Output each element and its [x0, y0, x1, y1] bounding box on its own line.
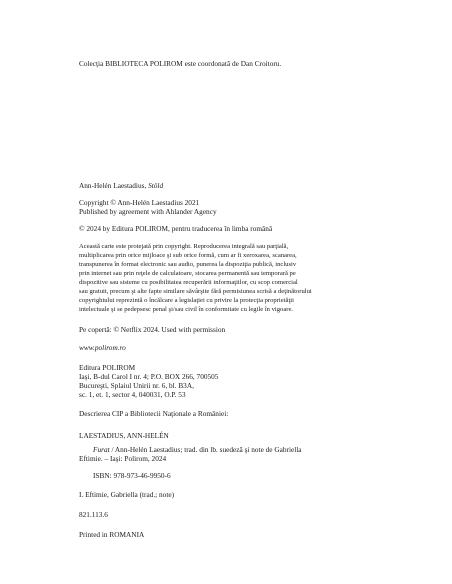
notice-line: Această carte este protejată prin copyright. Reproducerea integrală sau parţială, [79, 243, 289, 250]
publisher-address: sc. 1, et. 1, sector 4, 040031, O.P. 53 [79, 390, 186, 399]
notice-line: multiplicarea prin orice mijloace şi sub orice formă, cum ar fi xeroxarea, scanarea, [79, 252, 297, 259]
cip-desc-continued: Eftimie. – Iaşi: Polirom, 2024 [79, 454, 167, 463]
series-note: Colecţia BIBLIOTECA POLIROM este coordonată de Dan Croitoru. [79, 59, 282, 68]
original-title: Stöld [148, 181, 164, 190]
notice-line: intelectuale şi se pedepsesc penal şi/sau civil în conformitate cu legile în vigoare. [79, 306, 294, 313]
notice-line: copyrightului reprezintă o încălcare a legislaţiei cu privire la protecţia proprietăţii [79, 297, 294, 304]
publisher-address: Bucureşti, Splaiul Unirii nr. 6, bl. B3A, [79, 381, 194, 390]
cip-description [93, 445, 302, 454]
cip-heading: Descrierea CIP a Bibliotecii Naţionale a României: [79, 409, 229, 418]
edition-copyright: © 2024 by Editura POLIROM, pentru traducerea în limba română [79, 224, 273, 233]
notice-line: sau gratuit, precum şi alte fapte similare săvârşite fără permisiunea scrisă a deţinătorului [79, 288, 312, 295]
original-work-line [79, 181, 163, 190]
cover-credit: Pe copertă: © Netflix 2024. Used with permission [79, 325, 226, 334]
cip-author: LAESTADIUS, ANN-HELÉN [79, 431, 169, 440]
notice-line: prin internet sau prin reţele de calculatoare, stocarea permanentă sau temporară pe [79, 270, 296, 277]
isbn: ISBN: 978-973-46-9950-6 [93, 471, 171, 480]
website-link[interactable]: www.polirom.ro [79, 343, 126, 352]
publisher-name: Editura POLIROM [79, 363, 136, 372]
cip-desc: / Ann-Helén Laestadius; trad. din lb. suedeză şi note de Gabriella [109, 445, 302, 454]
cip-title: Furat [93, 445, 110, 454]
publisher-address: Iaşi, B-dul Carol I nr. 4; P.O. BOX 266, 700505 [79, 372, 219, 381]
printed-in: Printed in ROMANIA [79, 530, 145, 539]
contributor: I. Eftimie, Gabriella (trad.; note) [79, 490, 175, 499]
agreement-line: Published by agreement with Ahlander Agency [79, 207, 217, 216]
classification: 821.113.6 [79, 510, 108, 519]
copyright-line: Copyright © Ann-Helén Laestadius 2021 [79, 198, 200, 207]
original-author: Ann-Helén Laestadius, [79, 181, 149, 190]
notice-line: dispozitive sau sisteme cu posibilitatea recuperării informaţiilor, cu scop comercial [79, 279, 298, 286]
notice-line: transpunerea în format electronic sau audio, punerea la dispoziţia publică, inclusiv [79, 261, 297, 268]
